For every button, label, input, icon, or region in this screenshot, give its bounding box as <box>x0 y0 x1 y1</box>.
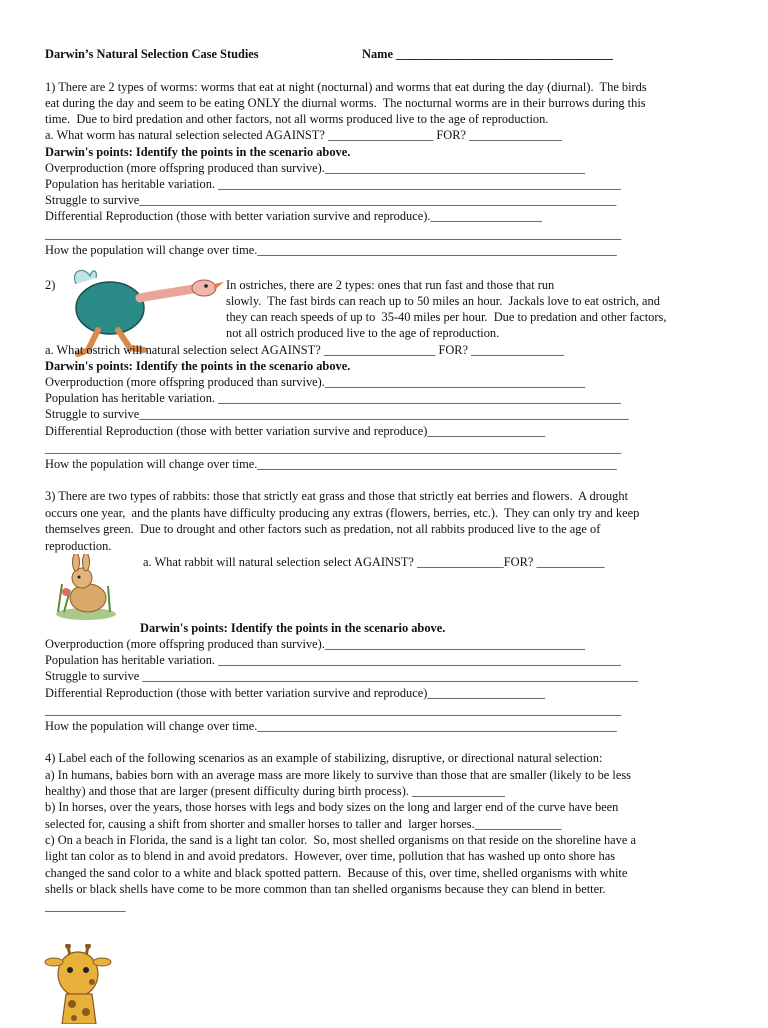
giraffe-ear-icon <box>45 958 63 966</box>
s2-change[interactable]: How the population will change over time.__________________________________________________________ <box>45 457 617 471</box>
s2-number: 2) <box>45 278 56 292</box>
s4-line-6: c) On a beach in Florida, the sand is a light tan color. So, most shelled organisms on that reside on the shoreline have a <box>45 833 636 847</box>
worksheet-title: Darwin’s Natural Selection Case Studies <box>45 47 259 61</box>
s2-points-heading: Darwin's points: Identify the points in the scenario above. <box>45 359 351 373</box>
giraffe-eye-icon <box>67 967 73 973</box>
s3-line-2: occurs one year, and the plants have difficulty producing any extras (flowers, berries, etc.). They can only try and keep <box>45 506 640 520</box>
s2-struggle[interactable]: Struggle to survive_______________________________________________________________________________ <box>45 407 629 421</box>
s2-blank-line[interactable]: _____________________________________________________________________________________________ <box>45 441 622 455</box>
ostrich-tail-icon <box>75 270 97 284</box>
s1-overproduction[interactable]: Overproduction (more offspring produced than survive).__________________________________________ <box>45 161 586 175</box>
s2-overproduction[interactable]: Overproduction (more offspring produced than survive).__________________________________________ <box>45 375 586 389</box>
ostrich-beak-icon <box>214 282 224 290</box>
s2-line-2: slowly. The fast birds can reach up to 50 miles an hour. Jackals love to eat ostrich, and <box>226 294 660 308</box>
s4-line-2: a) In humans, babies born with an average mass are more likely to survive than those that are smaller (likely to be less <box>45 768 631 782</box>
s2-variation[interactable]: Population has heritable variation. _________________________________________________________________ <box>45 391 621 405</box>
s1-points-heading: Darwin's points: Identify the points in the scenario above. <box>45 145 351 159</box>
s4-line-8: changed the sand color to a white and black spotted pattern. Because of this, over time, shelled organisms with white <box>45 866 628 880</box>
ostrich-head-icon <box>192 280 216 296</box>
rabbit-eye-icon <box>78 576 81 579</box>
s2-question[interactable]: a. What ostrich will natural selection select AGAINST? __________________ FOR? _______________ <box>45 343 565 357</box>
giraffe-head-icon <box>58 952 98 996</box>
ostrich-body-icon <box>76 282 144 334</box>
s3-line-4: reproduction. <box>45 539 112 553</box>
s1-line-2: eat during the day and seem to be eating ONLY the diurnal worms. The nocturnal worms are in their burrows during this <box>45 96 646 110</box>
s1-variation[interactable]: Population has heritable variation. _________________________________________________________________ <box>45 177 621 191</box>
ostrich-eye-icon <box>204 284 208 288</box>
s3-change[interactable]: How the population will change over time.__________________________________________________________ <box>45 719 617 733</box>
s1-blank-line[interactable]: _____________________________________________________________________________________________ <box>45 227 622 241</box>
flower-icon <box>62 588 70 596</box>
s4-answer-blank[interactable]: _____________ <box>45 899 126 913</box>
s3-struggle[interactable]: Struggle to survive ________________________________________________________________________________ <box>45 669 639 683</box>
s2-line-4: not all ostrich produced live to the age of reproduction. <box>226 326 500 340</box>
giraffe-illustration <box>40 944 130 1024</box>
s4-line-7: light tan color as to blend in and avoid predators. However, over time, pollution that has washed up onto shore has <box>45 849 616 863</box>
s3-line-1: 3) There are two types of rabbits: those that strictly eat grass and those that strictly eat berries and flowers. A drought <box>45 489 629 503</box>
s3-points-heading: Darwin's points: Identify the points in the scenario above. <box>140 621 446 635</box>
s3-overproduction[interactable]: Overproduction (more offspring produced than survive).__________________________________________ <box>45 637 586 651</box>
s4-line-4: b) In horses, over the years, those horses with legs and body sizes on the long and larger end of the curve have been <box>45 800 619 814</box>
rabbit-illustration <box>50 554 122 622</box>
s1-line-3: time. Due to bird predation and other factors, not all worms produced live to the age of reproduction. <box>45 112 549 126</box>
name-field[interactable]: Name ___________________________________ <box>362 47 613 61</box>
giraffe-eye-icon <box>83 967 89 973</box>
s2-differential[interactable]: Differential Reproduction (those with better variation survive and reproduce)___________________ <box>45 424 546 438</box>
s3-line-3: themselves green. Due to drought and other factors such as predation, not all rabbits produced live to the age of <box>45 522 601 536</box>
s3-blank-line[interactable]: _____________________________________________________________________________________________ <box>45 703 622 717</box>
s1-differential[interactable]: Differential Reproduction (those with better variation survive and reproduce).__________________ <box>45 209 542 223</box>
s4-line-9: shells or black shells have come to be more common than tan shelled organisms because they can blend in better. <box>45 882 606 896</box>
s3-question[interactable]: a. What rabbit will natural selection select AGAINST? ______________FOR? ___________ <box>143 555 605 569</box>
rabbit-ear-icon <box>73 554 80 571</box>
giraffe-ear-icon <box>93 958 111 966</box>
rabbit-body-icon <box>70 584 106 612</box>
s1-line-1: 1) There are 2 types of worms: worms that eat at night (nocturnal) and worms that eat during the day (diurnal). The birds <box>45 80 647 94</box>
s2-line-1: In ostriches, there are 2 types: ones that run fast and those that run <box>226 278 555 292</box>
rabbit-ear-icon <box>83 554 90 571</box>
s4-line-3[interactable]: healthy) and those that are larger (present difficulty during birth process). _______________ <box>45 784 505 798</box>
s4-line-5[interactable]: selected for, causing a shift from shorter and smaller horses to taller and larger horses.______________ <box>45 817 562 831</box>
s3-differential[interactable]: Differential Reproduction (those with better variation survive and reproduce)___________________ <box>45 686 546 700</box>
s2-line-3: they can reach speeds of up to 35-40 miles per hour. Due to predation and other factors, <box>226 310 667 324</box>
s3-variation[interactable]: Population has heritable variation. _________________________________________________________________ <box>45 653 621 667</box>
s1-struggle[interactable]: Struggle to survive_____________________________________________________________________________ <box>45 193 617 207</box>
ostrich-neck-icon <box>140 288 198 298</box>
s4-line-1: 4) Label each of the following scenarios as an example of stabilizing, disruptive, or directional natural selection: <box>45 751 603 765</box>
giraffe-neck-icon <box>62 994 96 1024</box>
s1-change[interactable]: How the population will change over time.__________________________________________________________ <box>45 243 617 257</box>
s1-question[interactable]: a. What worm has natural selection selected AGAINST? _________________ FOR? _______________ <box>45 128 562 142</box>
